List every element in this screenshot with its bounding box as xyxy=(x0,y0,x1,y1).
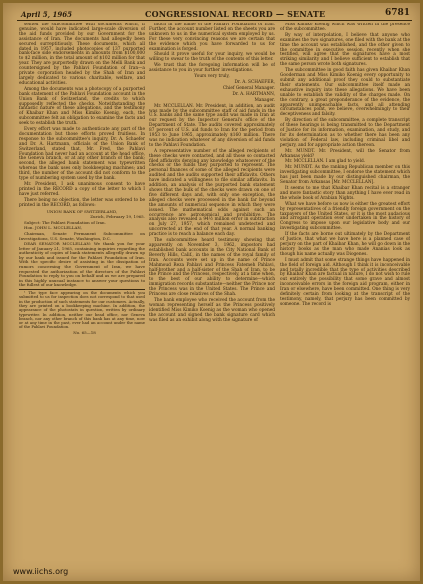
letter-subject: Subject: The Pahlavi Foundation of Iran. xyxy=(24,219,106,225)
col3-paragraph: What we have before us now is either the greatest effort by representatives of a friendly foreign government on the taxpayers of the United States, or it is the most audacious and arrogant operation ever undertaken in the history of Congress to impose upon our legislative body and our investigating subcommittee. xyxy=(280,201,410,232)
newspaper-page xyxy=(3,3,420,581)
col3-paragraph: I must admit that some strange things have happened in the field of foreign aid. Although I think it is inconceivable and totally incredible that the type of activities described by Khaibar Khan are factual in nature, I do not wish to rule out entirely the possibility that some grave and almost inconceivable errors in the foreign aid program, either in Iran or elsewhere, have been committed. One thing is very definitely certain from looking at the transcript of the testimony, namely, that perjury has been committed by someone. The record is xyxy=(280,257,410,307)
letter-addressee: Hon. JOHN L. MCCLELLAN, xyxy=(24,225,82,231)
col1-paragraph: sented the subcommittee with documents which, if genuine, would have indicated large-scale diversion of the aid funds provided by our Government for the assistance of Iran. The documents had allegedly been secured surreptitiously. These documents, which all dated in 1957, included photocopies of 137 purported bank-face side endorsements in amounts from $100,000 to $2 million, in the total amount of $102 million for that year. They are purportedly drawn on the Melli Bank and countersigned by the Pahlavi Foundation of Iran—a private corporation headed by the Shah of Iran and largely dedicated to various charitable, welfare, and educational activities. xyxy=(19,23,145,86)
column-3 xyxy=(280,23,410,571)
signature-title-1: Chief General Manager. xyxy=(222,85,275,91)
col3-paragraph: By way of interpolation, I believe that anyone who examines the two signatures, one filed with the bank at the time the account was established, and the other given to the committee in executive session, recently when she testified, will agree that the signatures have a most striking similarity and I believe sufficient to establish that the same person wrote both signatures. xyxy=(280,32,410,68)
source-url: www.iichs.org xyxy=(13,567,69,576)
letter-org: UNION BANK OF SWITZERLAND, xyxy=(46,208,118,214)
col2-paragraph: much in the name of the Pahlavi Foundation of Iran. Further, the account number listed on the sheets you are unknown to us in the numerical system employed by us. For these very convincing reasons we are certain that the evidence which you have forwarded to us for examination is forged. xyxy=(149,23,275,52)
header-rule xyxy=(17,20,412,21)
col2-paragraph: Should it prove useful for your inquiry, we would be willing to swear to the truth of the contents of this letter. xyxy=(149,52,275,63)
column-2 xyxy=(149,23,275,571)
letter-position: Chairman, Senate Permanent Subcommittee on Investigations, U.S. Senate, Washington, D.C. xyxy=(19,230,145,241)
letter-footnote: ¹ The type face appearing on the documents which you submitted to us for inspection does not correspond to that used in the production of such statements for our customers. Actually, they are printed on a bookkeeping machine. In addition, the appearance of the photostats in question, written by ordinary typewriter. In addition, neither our head office, nor Geneva branch, nor any other branch of this bank has at any time, now or at any time in the past, ever had an account under the name of the Pahlavi Foundation. xyxy=(19,290,145,330)
signature-closing: Yours very truly, xyxy=(194,74,230,80)
col3-paragraph: By direction of the subcommittee, a complete transcript of these hearings is being transmitted to the Department of Justice for its information, examination, and study, and for its determination as to whether there has been any violation of Federal law, including criminal libel and perjury, and for appropriate action thereon. xyxy=(280,118,410,148)
header-title: CONGRESSIONAL RECORD — SENATE xyxy=(145,9,326,19)
col1-paragraph: Among the documents was a photocopy of a purported bank statement of the Pahlavi Foundation account in the Union Bank of Switzerland, the credits to which supposedly reflected the checks. Notwithstanding the fantastic nature of these allegations, and the testimony of Khaibar Khan and Miss Kimiko Koenig, each, the subcommittee felt an obligation to examine the facts and seek to establish the truth. xyxy=(19,86,145,127)
header-date: April 5, 1965 xyxy=(21,10,72,19)
letter-body: DEAR SENATOR MCCLELLAN: We thank you for your letter of January 21, 1965, containing inquiries regarding the authenticity of copies of bank statements allegedly drawn up by our bank and issued for the Pahlavi Foundation of Iran. With the specific desire of assisting in the dissipation of rumors concerning the Government of Iran, we have requested the authorization of the directors of the Pahlavi Foundation to reply to you on behalf and as we are prepared in this highly unusual instance to answer your questions to the fullest of our knowledge. xyxy=(19,241,145,288)
col2-paragraph: The bank employee who received the account from the woman representing herself as the Princess positively identified Miss Kimiko Koenig as the woman who opened the account and signed the bank signature card which was filed as an exhibit along with the signature of xyxy=(149,297,275,323)
col3-paragraph: Mr. MUNDT. Mr. President, will the Senator from Arkansas yield? xyxy=(280,148,410,159)
col3-paragraph: It seems to me that Khaibar Khan recital is a stranger and more fantastic story than anything I have ever read in the whole book of Arabian Nights. xyxy=(280,186,410,201)
col3-paragraph: The subcommittee in good faith has given Khaibar Khan Gooderman and Miss Kimiko Koenig every opportunity to submit any additional proof they could to substantiate their statements. Our subcommittee itself made an exhaustive inquiry into these allegations. We have been unable to establish the validity of the charges made. On the contrary, a great preponderance of the evidence, the apparently unimpeachable facts, and all attending circumstances point, we believe, overwhelmingly to their deceptiveness and falsity. xyxy=(280,68,410,118)
col3-paragraph: Miss Kimiko Koenig which was written in the presence of the subcommittee. xyxy=(280,23,410,32)
letter-signature xyxy=(149,75,275,104)
signature-name-1: Dr. A. SCHAEFER, xyxy=(234,79,275,85)
col1-paragraph: There being no objection, the letter was ordered to be printed in the RECORD, as follows: xyxy=(19,197,145,208)
signature-name-2: Dr. A. HARTMANN, xyxy=(232,91,275,97)
col2-paragraph: A representative number of the alleged recipients of these checks were contacted, and all those so contacted filed affidavits denying any knowledge whatsoever of the checks or the funds they purported to represent. The personal finances of some of the alleged recipients were audited and the audits supported their affidavits. Others have indicated a willingness to file similar affidavits. In addition, an analysis of the purported bank statement shows that the bulk of the checks were drawn on one of five different days and, with only one exception, the alleged checks were processed in the bank far beyond the amounts of numerical sequence in which they were issued. The mathematical odds against such an occurrence are astronomical and prohibitive. The analysis also revealed a 94½ million error in subtraction on July 27, 1957, which remained undetected and uncorrected at the end of that year. A normal banking practice is to reach a balance each day. xyxy=(149,148,275,238)
form-number: No. 65—18 xyxy=(73,329,96,335)
header-page-number: 6781 xyxy=(384,8,410,18)
col2-paragraph: Mr. MCCLELLAN. Mr. President, in addition, an audit was made by the subcommittee staff of aid funds in the U.S. banks and the same type audit was made in Iran at our request by the Inspector General's office of the Department of State. The audits covered approximately 87 percent of U.S. aid funds to Iran for the period from 1953 to June 1965, approximately $160 million. There was no indication whatever of any diversion of aid funds to the Pahlavi Foundation. xyxy=(149,103,275,148)
col1-paragraph: Mr. President, I ask unanimous consent to have printed in the RECORD a copy of the letter to which I have just referred. xyxy=(19,182,145,197)
col3-paragraph: Mr. MCCLELLAN. I am glad to yield. xyxy=(285,159,366,165)
signature-title-2: Manager. xyxy=(254,97,275,103)
col2-paragraph: We trust that the foregoing information will be of assistance to you in your further investigations. xyxy=(149,63,275,74)
column-1 xyxy=(19,23,145,571)
col3-paragraph: Mr. MUNDT. As the ranking Republican member on this investigating subcommittee, I endorse the statement which has just been made by our distinguished chairman, the Senator from Arkansas [Mr. MCCLELLAN]. xyxy=(280,165,410,186)
bank-letter xyxy=(19,210,145,336)
col3-paragraph: If the facts are borne out ultimately by the Department of Justice, that what we have here is a planned case of perjury on the part of Khaibar Khan, he will go down in the history books as the man who made Ananias look as though his name actually was Diogenes. xyxy=(280,232,410,257)
col1-paragraph: Every effort was made to authenticate any part of the documentation but those efforts proved fruitless. In response to the subcommittee's inquiry, Dr. A. Schaefer and Dr. A. Hartmann, officials of the Union Bank of Switzerland, stated that, Mr. Fred, the Pahlavi Foundation had never had an account at the head office, the Geneva branch, or at any other branch of the bank; second, the alleged bank statement was typewritten whereas the bank uses only bookkeeping machines; and third, the number of the account did not conform to the type of numbering system used by the bank. xyxy=(19,127,145,182)
letter-place-date: Zurich, February 19, 1965. xyxy=(90,214,145,220)
col2-paragraph: The subcommittee heard testimony showing that apparently on November 3, 1962, impostors had established bank accounts in the City National Bank of Beverly Hills, Calif., in the names of the royal family of Iran. Accounts were set up in the name of Prince Mahmoud Reza Pahlavi and Princess Fatemeh Pahlavi, half-brother and a half-sister of the Shah of Iran, to be the Prince and the Princess, respectively, at a time when, to the best of our ability to determine—which immigration records substantiate—neither the Prince nor the Princess was in the United States. The Prince and Princess are close relatives of the Shah. xyxy=(149,238,275,298)
